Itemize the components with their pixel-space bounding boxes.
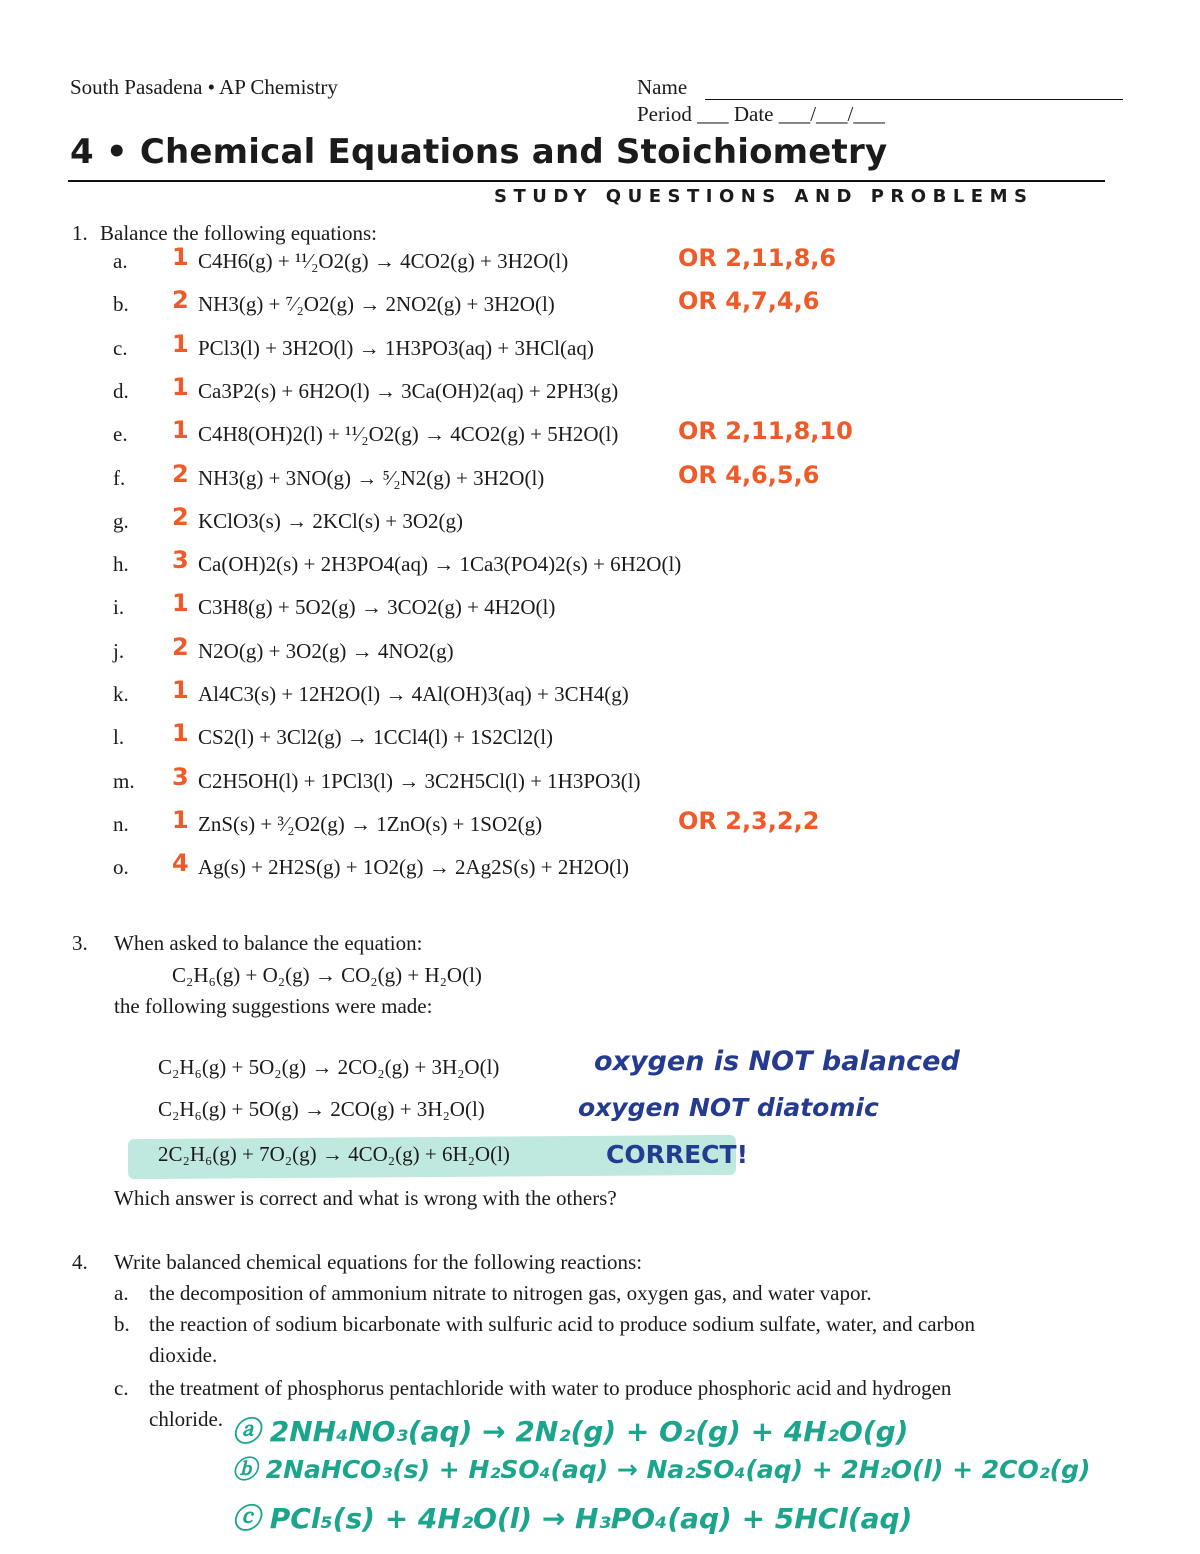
q1-item-equation: C4H8(OH)2(l) + ¹¹⁄₂O2(g) → 4CO2(g) + 5H2O(l) [198,422,619,446]
q1-item-letter: f. [113,466,126,490]
q3-prompt: When asked to balance the equation: [114,931,423,955]
q1-item-equation: N2O(g) + 3O2(g) → 4NO2(g) [198,639,454,663]
q1-item-letter: k. [113,682,129,706]
period-date-label: Period ___ Date ___/___/___ [637,102,885,126]
q1-item-coefficient: 4 [172,849,189,877]
q1-item-equation: C2H5OH(l) + 1PCl3(l) → 3C2H5Cl(l) + 1H3PO3(l) [198,769,641,793]
q1-item-equation: C4H6(g) + ¹¹⁄₂O2(g) → 4CO2(g) + 3H2O(l) [198,249,569,273]
q4-answer-a: ⓐ 2NH₄NO₃(aq) → 2N₂(g) + O₂(g) + 4H₂O(g) [232,1415,909,1448]
q1-item-letter: d. [113,379,129,403]
q1-item-letter: j. [113,639,125,663]
q1-item-letter: i. [113,595,125,619]
q4-c-text-cont: chloride. [149,1407,224,1431]
q1-item-alt-answer: OR 2,11,8,6 [678,244,837,272]
q3-suggestion-1: C₂H₆(g) + 5O₂(g) → 2CO₂(g) + 3H₂O(l) [158,1055,500,1079]
q1-item-letter: m. [113,769,135,793]
q1-item-letter: h. [113,552,129,576]
q1-item-letter: o. [113,855,129,879]
q1-item-coefficient: 1 [172,330,189,358]
q1-item-equation: CS2(l) + 3Cl2(g) → 1CCl4(l) + 1S2Cl2(l) [198,725,554,749]
q4-c-text: the treatment of phosphorus pentachloride with water to produce phosphoric acid and hydrogen [149,1376,952,1400]
q1-item-coefficient: 1 [172,719,189,747]
q1-item-alt-answer: OR 2,3,2,2 [678,807,820,835]
q1-item-equation: C3H8(g) + 5O2(g) → 3CO2(g) + 4H2O(l) [198,595,556,619]
name-underline [705,99,1123,100]
q1-item-coefficient: 2 [172,460,189,488]
q4-b-text: the reaction of sodium bicarbonate with sulfuric acid to produce sodium sulfate, water, and carbon [149,1312,976,1336]
page-title: 4 • Chemical Equations and Stoichiometry [70,132,888,172]
q1-item-coefficient: 1 [172,589,189,617]
q3-note-3: CORRECT! [606,1140,748,1169]
q1-item-letter: b. [113,292,129,316]
q4-b-letter: b. [114,1312,130,1336]
q4-a-letter: a. [114,1281,129,1305]
q1-item-equation: Ag(s) + 2H2S(g) + 1O2(g) → 2Ag2S(s) + 2H2O(l) [198,855,629,879]
name-label: Name [637,75,688,99]
q1-item-alt-answer: OR 4,6,5,6 [678,461,820,489]
q1-item-coefficient: 2 [172,633,189,661]
course-label: South Pasadena • AP Chemistry [70,75,338,99]
q3-lead: the following suggestions were made: [114,994,433,1018]
q1-item-coefficient: 1 [172,676,189,704]
q1-number: 1. [72,221,88,245]
q1-item-coefficient: 2 [172,503,189,531]
q1-item-coefficient: 1 [172,243,189,271]
q3-question: Which answer is correct and what is wrong with the others? [114,1186,617,1210]
q4-number: 4. [72,1250,88,1274]
q4-a-text: the decomposition of ammonium nitrate to nitrogen gas, oxygen gas, and water vapor. [149,1281,872,1305]
page-subtitle: STUDY QUESTIONS AND PROBLEMS [494,186,1034,207]
q1-item-equation: Al4C3(s) + 12H2O(l) → 4Al(OH)3(aq) + 3CH4(g) [198,682,629,706]
q3-note-1: oxygen is NOT balanced [594,1046,960,1077]
q1-item-letter: c. [113,336,128,360]
q1-prompt: Balance the following equations: [100,221,378,245]
q4-c-letter: c. [114,1376,129,1400]
q1-item-equation: NH3(g) + 3NO(g) → ⁵⁄₂N2(g) + 3H2O(l) [198,466,545,490]
q1-item-equation: Ca(OH)2(s) + 2H3PO4(aq) → 1Ca3(PO4)2(s) + 6H2O(l) [198,552,682,576]
q1-item-alt-answer: OR 4,7,4,6 [678,287,820,315]
q1-item-coefficient: 3 [172,763,189,791]
q3-suggestion-2: C₂H₆(g) + 5O(g) → 2CO(g) + 3H₂O(l) [158,1097,485,1121]
q1-item-equation: PCl3(l) + 3H2O(l) → 1H3PO3(aq) + 3HCl(aq) [198,336,594,360]
q1-item-equation: NH3(g) + ⁷⁄₂O2(g) → 2NO2(g) + 3H2O(l) [198,292,555,316]
q3-equation: C₂H₆(g) + O₂(g) → CO₂(g) + H₂O(l) [172,963,482,987]
q1-item-coefficient: 1 [172,806,189,834]
q1-item-letter: n. [113,812,129,836]
q1-item-coefficient: 1 [172,373,189,401]
q1-item-coefficient: 2 [172,286,189,314]
q4-prompt: Write balanced chemical equations for the following reactions: [114,1250,643,1274]
q1-item-letter: a. [113,249,128,273]
q1-item-coefficient: 1 [172,416,189,444]
q3-suggestion-3: 2C₂H₆(g) + 7O₂(g) → 4CO₂(g) + 6H₂O(l) [158,1142,510,1166]
q1-item-equation: KClO3(s) → 2KCl(s) + 3O2(g) [198,509,463,533]
q1-item-letter: e. [113,422,128,446]
q1-item-equation: Ca3P2(s) + 6H2O(l) → 3Ca(OH)2(aq) + 2PH3(g) [198,379,619,403]
q4-answer-c: ⓒ PCl₅(s) + 4H₂O(l) → H₃PO₄(aq) + 5HCl(aq) [232,1502,913,1535]
q1-item-coefficient: 3 [172,546,189,574]
q3-number: 3. [72,931,88,955]
q3-note-2: oxygen NOT diatomic [578,1093,879,1122]
q4-answer-b: ⓑ 2NaHCO₃(s) + H₂SO₄(aq) → Na₂SO₄(aq) + 2H₂O(l) + 2CO₂(g) [232,1455,1091,1484]
q4-b-text-cont: dioxide. [149,1343,218,1367]
title-divider [68,180,1105,182]
q1-item-alt-answer: OR 2,11,8,10 [678,417,853,445]
q1-item-equation: ZnS(s) + ³⁄₂O2(g) → 1ZnO(s) + 1SO2(g) [198,812,543,836]
q1-item-letter: g. [113,509,129,533]
q1-item-letter: l. [113,725,125,749]
